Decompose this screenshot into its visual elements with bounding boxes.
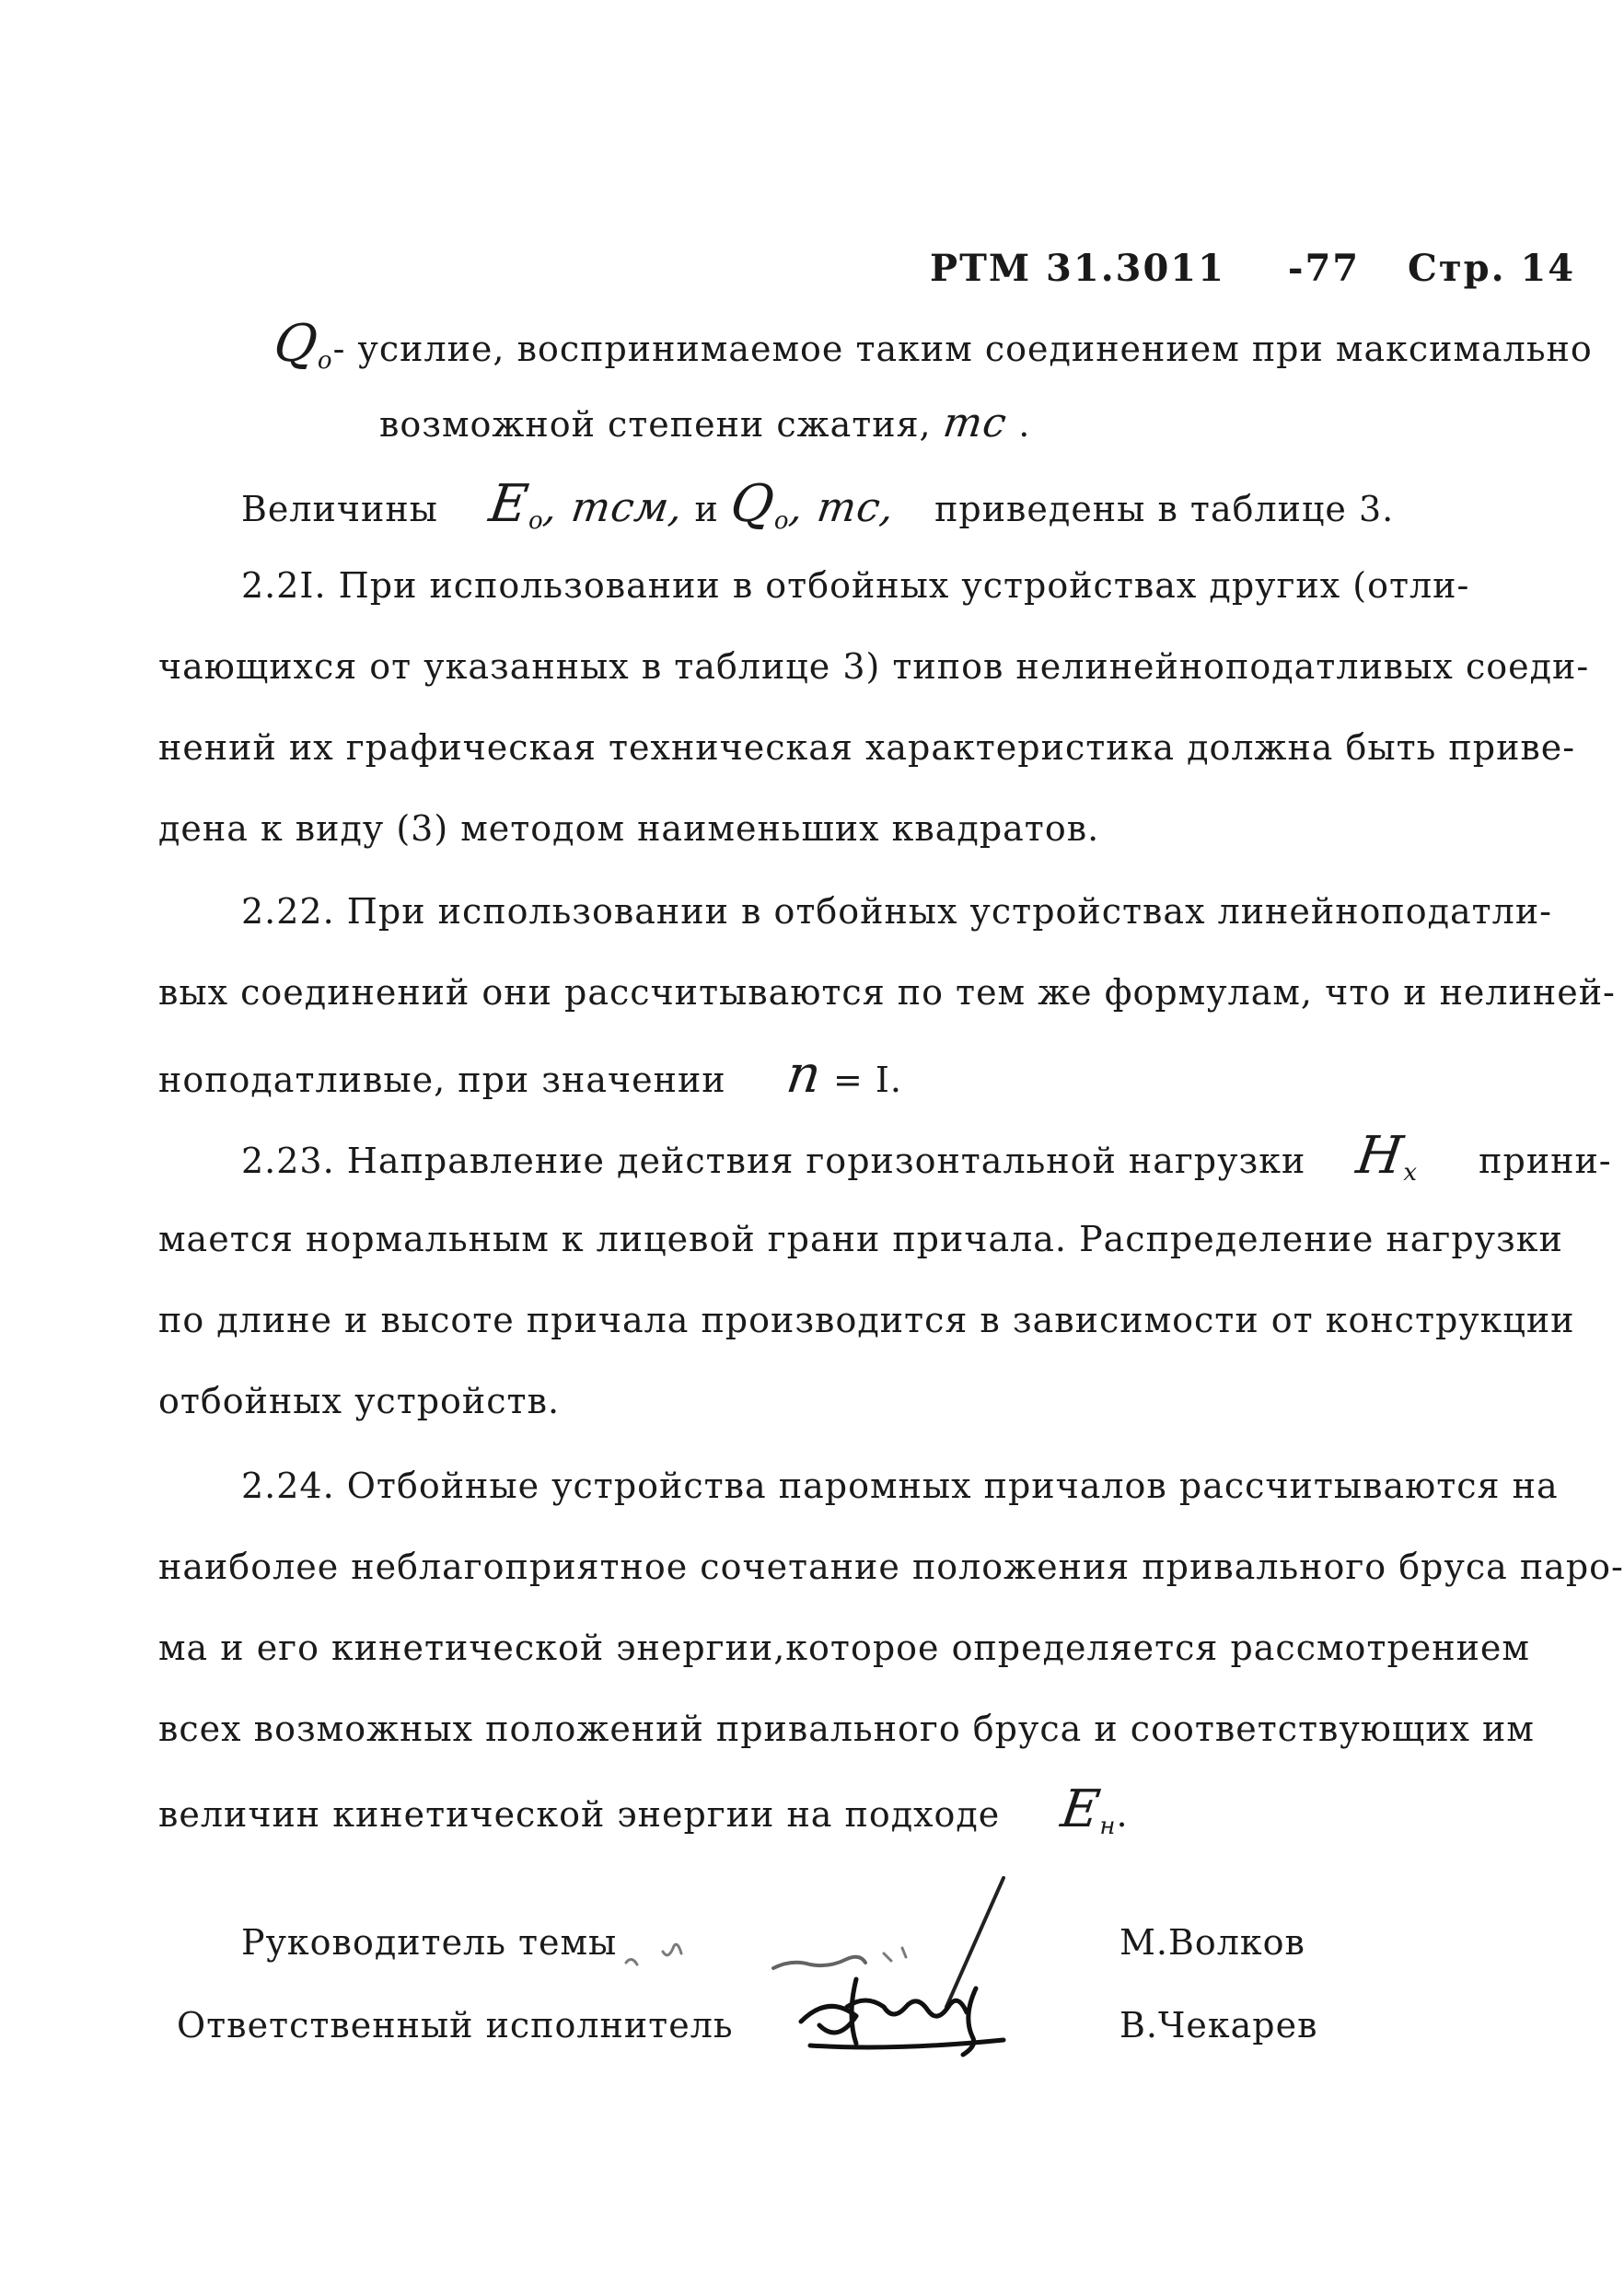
values-word: Величины: [241, 489, 438, 529]
p224-line5-end: .: [1116, 1794, 1129, 1835]
e-subscript: o: [528, 507, 544, 535]
page-number: 14: [1520, 247, 1576, 290]
p222-line2: вых соединений они рассчитываются по тем же формулам, что и нелиней-: [158, 972, 1616, 1013]
h-symbol: H: [1352, 1126, 1408, 1186]
and-word: и: [694, 489, 719, 529]
q-definition-text2: возможной степени сжатия,: [379, 404, 932, 445]
q-subscript: o: [317, 347, 333, 375]
p223-line3: по длине и высоте причала производится в зависимости от конструкции: [158, 1300, 1575, 1340]
doc-year: -77: [1287, 247, 1361, 290]
p224-line4: всех возможных положений привального бруса и соответствующих им: [158, 1709, 1535, 1749]
p222-line3: [158, 1045, 902, 1105]
q-unit-2: , тс,: [786, 484, 898, 531]
p222-line1: 2.22. При использовании в отбойных устройствах линейноподатли-: [241, 891, 1552, 932]
q-definition-text: - усилие, воспринимаемое таким соединением при максимально: [332, 329, 1593, 369]
doc-code: РТМ 31.3011: [930, 247, 1225, 290]
p223-line2: мается нормальным к лицевой грани причала. Распределение нагрузки: [158, 1219, 1563, 1259]
p222-line3-text: ноподатливые, при значении: [158, 1060, 726, 1100]
p223-line1-text: 2.23. Направление действия горизонтальной нагрузки: [241, 1141, 1306, 1181]
page-label: Стр.: [1407, 247, 1506, 290]
values-line: [241, 474, 1395, 543]
q-subscript-2: o: [773, 507, 790, 535]
e-unit: , тсм,: [540, 484, 687, 531]
p224-line2: наиболее неблагоприятное сочетание положения привального бруса паро-: [158, 1547, 1624, 1587]
p222-line3-tail: = I.: [832, 1060, 902, 1100]
values-tail: приведены в таблице 3.: [934, 489, 1395, 529]
p223-line1: [241, 1126, 1612, 1195]
p221-line2: чающихся от указанных в таблице 3) типов нелинейноподатливых соеди-: [158, 646, 1590, 687]
q-unit: тс: [940, 400, 1010, 446]
p223-line1-tail: прини-: [1479, 1141, 1612, 1181]
p221-line4: дена к виду (3) методом наименьших квадратов.: [158, 808, 1100, 849]
h-subscript: x: [1403, 1159, 1418, 1187]
role-2: Ответственный исполнитель: [177, 2005, 734, 2045]
p223-line4: отбойных устройств.: [158, 1381, 561, 1421]
p224-line5-text: величин кинетической энергии на подходе: [158, 1794, 1001, 1835]
e-n-subscript: н: [1099, 1813, 1117, 1840]
q-definition-line1: [270, 314, 1593, 383]
p224-line1: 2.24. Отбойные устройства паромных причалов рассчитываются на: [241, 1466, 1559, 1506]
p221-line1: 2.2I. При использовании в отбойных устройствах других (отли-: [241, 565, 1470, 606]
p224-line3: ма и его кинетической энергии,которое определяется рассмотрением: [158, 1628, 1530, 1668]
role-1: Руководитель темы: [241, 1922, 618, 1963]
q-end: .: [1018, 404, 1031, 445]
name-1: М.Волков: [1119, 1922, 1305, 1963]
name-2: В.Чекарев: [1119, 2005, 1318, 2045]
page-header: [930, 247, 1575, 291]
e-symbol: E: [485, 474, 533, 534]
n-symbol: n: [783, 1045, 826, 1105]
signature-2-image: [792, 1961, 1031, 2062]
q-definition-line2: [379, 401, 1030, 446]
e-n-symbol: E: [1057, 1779, 1105, 1839]
q-symbol: Q: [270, 314, 322, 374]
p224-line5: [158, 1779, 1129, 1848]
p221-line3: нений их графическая техническая характеристика должна быть приве-: [158, 727, 1576, 768]
q-symbol-2: Q: [726, 474, 779, 534]
